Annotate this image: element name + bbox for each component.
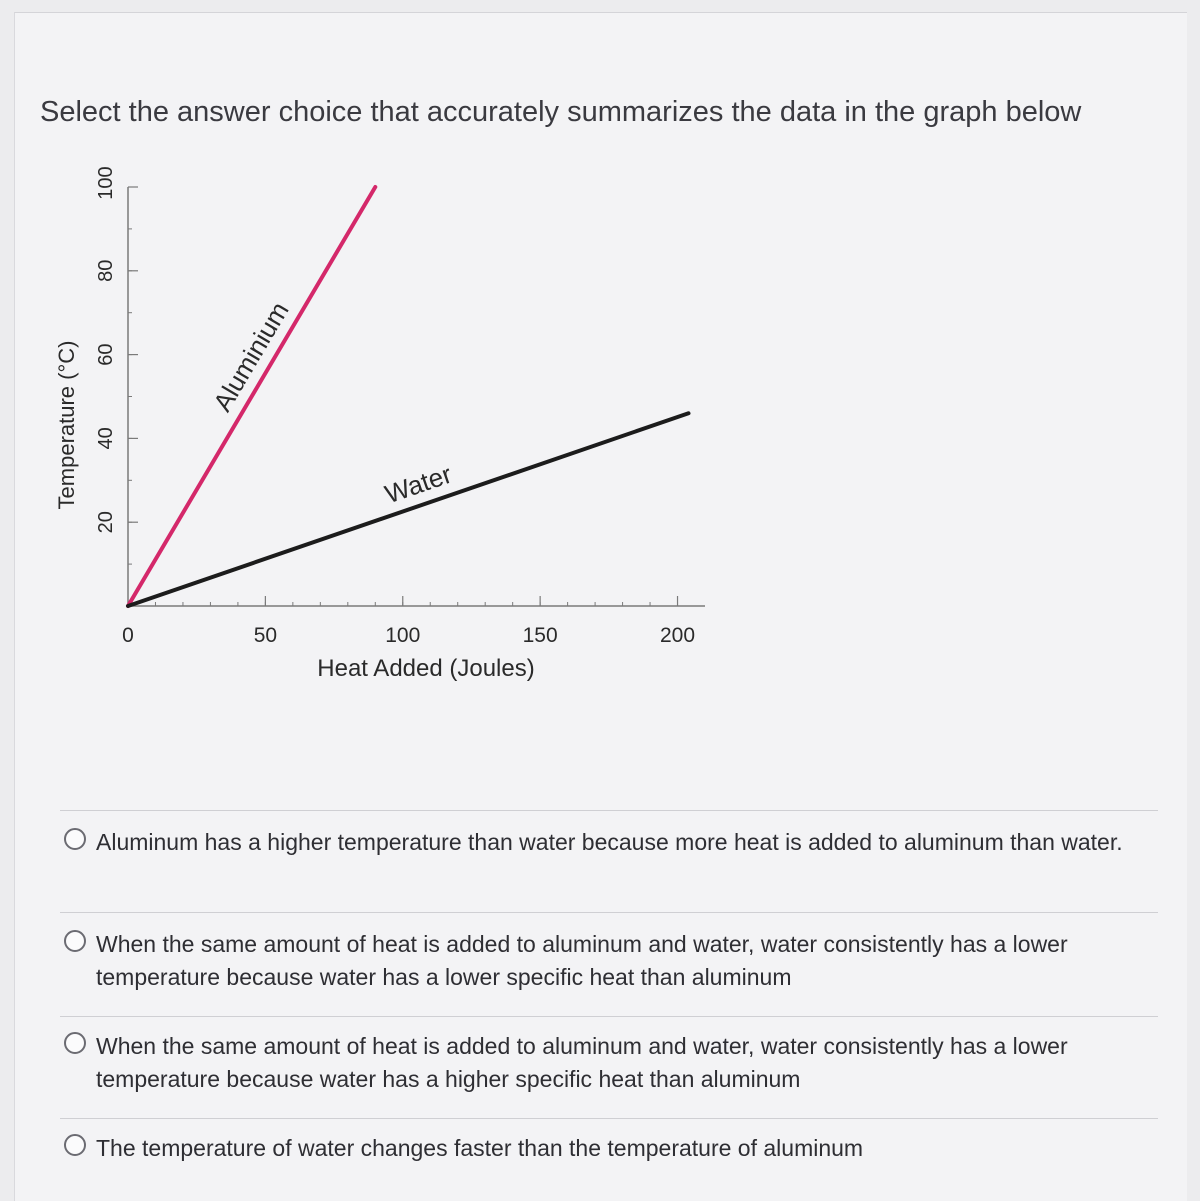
chart-ticks xyxy=(95,166,695,647)
question-text: Select the answer choice that accurately summarizes the data in the graph below xyxy=(40,96,1082,128)
water-series-line xyxy=(128,413,689,606)
option-divider xyxy=(60,912,1158,913)
radio-button[interactable] xyxy=(64,1134,86,1156)
x-tick-label: 150 xyxy=(522,624,558,647)
x-axis-label: Heat Added (Joules) xyxy=(317,655,535,682)
radio-button[interactable] xyxy=(64,1032,86,1054)
y-tick-label: 20 xyxy=(95,511,117,534)
y-tick-label: 40 xyxy=(95,427,117,450)
radio-button[interactable] xyxy=(64,828,86,850)
water-series-label: Water xyxy=(381,458,456,510)
x-tick-label: 50 xyxy=(253,624,278,647)
answer-option-4[interactable] xyxy=(64,1132,1144,1165)
aluminium-series-label: Aluminium xyxy=(207,296,295,417)
x-tick-label: 100 xyxy=(385,624,421,647)
y-tick-label: 100 xyxy=(95,166,117,200)
answer-option-label: The temperature of water changes faster than the temperature of aluminum xyxy=(96,1135,864,1161)
option-divider xyxy=(60,810,1158,811)
y-tick-label: 60 xyxy=(95,343,117,366)
answer-option-3[interactable] xyxy=(64,1030,1144,1096)
x-tick-label: 0 xyxy=(122,624,134,647)
answer-option-2[interactable] xyxy=(64,928,1144,994)
option-divider xyxy=(60,1118,1158,1119)
radio-button[interactable] xyxy=(64,930,86,952)
answer-option-label: When the same amount of heat is added to aluminum and water, water consistently has a lower temperature because water has a lower specific heat than aluminum xyxy=(96,931,1068,990)
aluminium-series-line xyxy=(128,187,375,606)
option-divider xyxy=(60,1016,1158,1017)
answer-option-label: When the same amount of heat is added to aluminum and water, water consistently has a lower temperature because water has a higher specific heat than aluminum xyxy=(96,1033,1068,1092)
y-tick-label: 80 xyxy=(95,259,117,282)
y-axis-label: Temperature (°C) xyxy=(54,340,79,510)
answer-option-1[interactable] xyxy=(64,826,1144,859)
x-tick-label: 200 xyxy=(660,624,696,647)
answer-option-label: Aluminum has a higher temperature than water because more heat is added to aluminum than water. xyxy=(96,829,1123,855)
